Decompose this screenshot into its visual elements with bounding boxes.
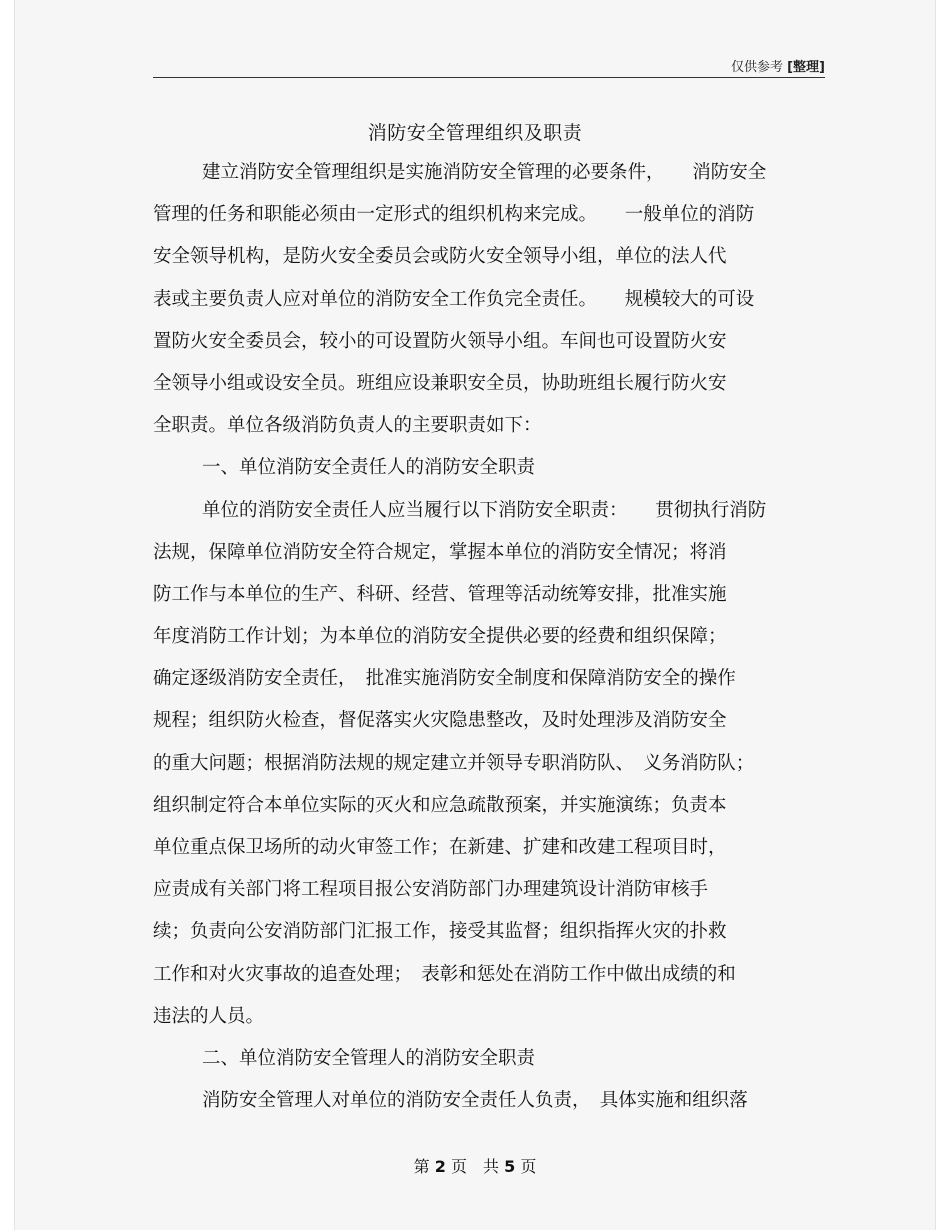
text-line: 违法的人员。 xyxy=(153,1005,265,1027)
current-page-number: 2 xyxy=(434,1157,446,1176)
total-page-number: 5 xyxy=(504,1157,516,1176)
text-line: 组织制定符合本单位实际的灭火和应急疏散预案，并实施演练；负责本 xyxy=(153,794,727,816)
footer-mid: 页 共 xyxy=(450,1157,499,1176)
text-line: 防工作与本单位的生产、科研、经营、管理等活动统筹安排，批准实施 xyxy=(153,583,727,605)
document-title: 消防安全管理组织及职责 xyxy=(367,122,583,144)
header-note-text: 仅供参考 xyxy=(730,60,783,75)
text-line: 的重大问题；根据消防法规的规定建立并领导专职消防队、 义务消防队； xyxy=(153,752,755,774)
header-note xyxy=(731,56,825,75)
text-line: 单位的消防安全责任人应当履行以下消防安全职责： 贯彻执行消防 xyxy=(202,499,767,521)
header-divider xyxy=(153,77,825,78)
document-page xyxy=(14,0,936,1230)
text-line: 法规，保障单位消防安全符合规定，掌握本单位的消防安全情况；将消 xyxy=(153,541,727,563)
footer-prefix: 第 xyxy=(413,1157,430,1176)
text-line: 续；负责向公安消防部门汇报工作，接受其监督；组织指挥火灾的扑救 xyxy=(153,921,727,943)
text-line: 消防安全管理人对单位的消防安全责任人负责， 具体实施和组织落 xyxy=(202,1090,748,1112)
header-note-bracket: [整理] xyxy=(787,60,825,75)
text-line: 全领导小组或设安全员。班组应设兼职安全员，协助班组长履行防火安 xyxy=(153,372,727,394)
text-line: 管理的任务和职能必须由一定形式的组织机构来完成。 一般单位的消防 xyxy=(153,204,755,226)
section-heading: 二、单位消防安全管理人的消防安全职责 xyxy=(202,1047,536,1069)
text-line: 年度消防工作计划；为本单位的消防安全提供必要的经费和组织保障； xyxy=(153,626,727,648)
document-body xyxy=(153,152,833,1122)
text-line: 建立消防安全管理组织是实施消防安全管理的必要条件， 消防安全 xyxy=(202,162,767,183)
text-line: 规程；组织防火检查，督促落实火灾隐患整改，及时处理涉及消防安全 xyxy=(153,710,727,732)
section-heading: 一、单位消防安全责任人的消防安全职责 xyxy=(202,457,536,479)
text-line: 表或主要负责人应对单位的消防安全工作负完全责任。 规模较大的可设 xyxy=(153,288,755,310)
text-line: 全职责。单位各级消防负责人的主要职责如下： xyxy=(153,415,542,437)
text-line: 置防火安全委员会，较小的可设置防火领导小组。车间也可设置防火安 xyxy=(153,330,727,352)
text-line: 工作和对火灾事故的追查处理； 表彰和惩处在消防工作中做出成绩的和 xyxy=(153,963,736,985)
text-line: 单位重点保卫场所的动火审签工作；在新建、扩建和改建工程项目时， xyxy=(153,837,727,858)
text-line: 安全领导机构，是防火安全委员会或防火安全领导小组，单位的法人代 xyxy=(153,246,727,268)
text-line: 确定逐级消防安全责任， 批准实施消防安全制度和保障消防安全的操作 xyxy=(153,668,736,690)
footer-suffix: 页 xyxy=(520,1157,537,1176)
text-line: 应责成有关部门将工程项目报公安消防部门办理建筑设计消防审核手 xyxy=(153,879,709,901)
page-footer xyxy=(15,1154,935,1177)
